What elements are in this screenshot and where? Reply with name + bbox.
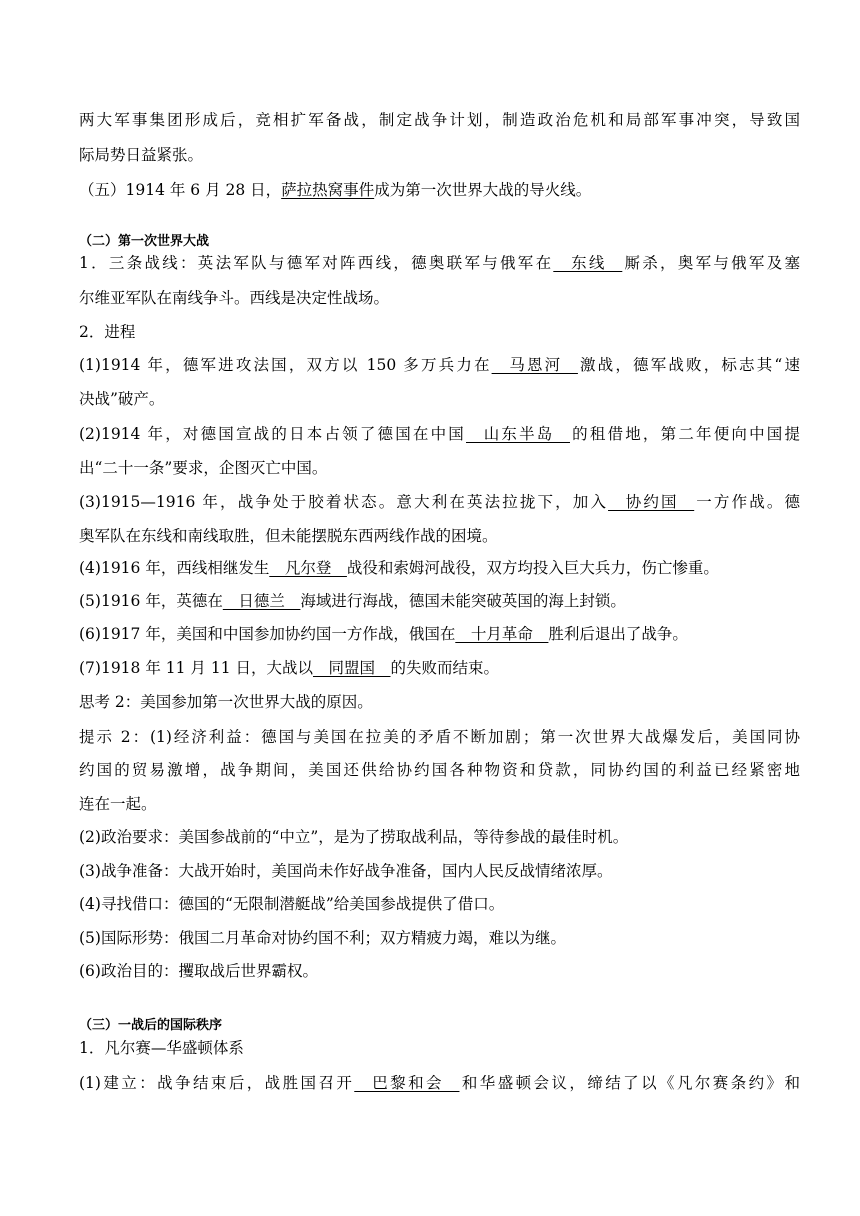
text-segment: (5)1916 年，英德在 bbox=[79, 592, 223, 610]
text-segment: 的租借地，第二年便向中国提 bbox=[569, 425, 800, 443]
paragraph-line: 尔维亚军队在南线争斗。西线是决定性战场。 bbox=[79, 289, 390, 307]
paragraph-line: 决战”破产。 bbox=[79, 390, 165, 408]
paragraph-line: 奥军队在东线和南线取胜，但未能摆脱东西两线作战的困境。 bbox=[79, 527, 498, 545]
underlined-answer: __协约国__ bbox=[608, 493, 695, 511]
paragraph-line: 连在一起。 bbox=[79, 795, 157, 813]
text-segment: 胜利后退出了战争。 bbox=[548, 625, 688, 643]
paragraph-line bbox=[79, 424, 800, 444]
paragraph-line: 约国的贸易激增，战争期间，美国还供给协约国各种物资和贷款，同协约国的利益已经紧密地 bbox=[79, 761, 800, 779]
paragraph-line: 两大军事集团形成后，竞相扩军备战，制定战争计划，制造政治危机和局部军事冲突，导致国 bbox=[79, 111, 800, 129]
paragraph-line: (4)寻找借口：德国的“无限制潜艇战”给美国参战提供了借口。 bbox=[79, 895, 505, 913]
text-segment: 厮杀，奥军与俄军及塞 bbox=[622, 254, 800, 272]
paragraph-line: 思考 2：美国参加第一次世界大战的原因。 bbox=[79, 693, 373, 711]
paragraph-line bbox=[79, 492, 800, 512]
underlined-answer: __十月革命__ bbox=[455, 625, 549, 643]
text-segment: （五）1914 年 6 月 28 日， bbox=[79, 181, 282, 199]
paragraph-line: (5)国际形势：俄国二月革命对协约国不利；双方精疲力竭，难以为继。 bbox=[79, 929, 566, 947]
text-segment: 战役和索姆河战役，双方均投入巨大兵力，伤亡惨重。 bbox=[346, 559, 719, 577]
underlined-answer: __日德兰__ bbox=[222, 592, 301, 610]
paragraph-line: 际局势日益紧张。 bbox=[79, 146, 204, 164]
text-segment: (4)1916 年，西线相继发生 bbox=[79, 559, 270, 577]
text-segment: (1)建立：战争结束后，战胜国召开 bbox=[79, 1074, 355, 1092]
text-segment: (2)1914 年，对德国宣战的日本占领了德国在中国 bbox=[79, 425, 466, 443]
underlined-answer: __巴黎和会__ bbox=[354, 1074, 460, 1092]
text-segment: (7)1918 年 11 月 11 日，大战以 bbox=[79, 659, 313, 677]
paragraph-line bbox=[79, 591, 800, 611]
paragraph-line bbox=[79, 558, 800, 578]
text-segment: 的失败而结束。 bbox=[390, 659, 500, 677]
text-segment: 1．三条战线：英法军队与德军对阵西线，德奥联军与俄军在 bbox=[79, 254, 554, 272]
text-segment: 和华盛顿会议，缔结了以《凡尔赛条约》和 bbox=[459, 1074, 800, 1092]
text-segment: 一方作战。德 bbox=[694, 493, 800, 511]
section-heading: （三）一战后的国际秩序 bbox=[79, 1018, 223, 1033]
paragraph-line bbox=[79, 658, 800, 678]
underlined-answer: __山东半岛__ bbox=[466, 425, 570, 443]
underlined-answer: __东线__ bbox=[553, 254, 623, 272]
underlined-answer: __同盟国__ bbox=[312, 659, 391, 677]
text-segment: 激战，德军战败，标志其“速 bbox=[577, 356, 800, 374]
text-segment: 海域进行海战，德国未能突破英国的海上封锁。 bbox=[300, 592, 626, 610]
paragraph-line bbox=[79, 253, 800, 273]
text-segment: (6)1917 年，美国和中国参加协约国一方作战，俄国在 bbox=[79, 625, 456, 643]
paragraph-line bbox=[79, 180, 800, 200]
paragraph-line: (3)战争准备：大战开始时，美国尚未作好战争准备，国内人民反战情绪浓厚。 bbox=[79, 862, 613, 880]
paragraph-line: 出“二十一条”要求，企图灭亡中国。 bbox=[79, 459, 328, 477]
paragraph-line bbox=[79, 624, 800, 644]
text-segment: (1)1914 年，德军进攻法国，双方以 150 多万兵力在 bbox=[79, 356, 492, 374]
text-segment: 成为第一次世界大战的导火线。 bbox=[374, 181, 592, 199]
paragraph-line: 提示 2：(1)经济利益：德国与美国在拉美的矛盾不断加剧；第一次世界大战爆发后，美国同协 bbox=[79, 728, 800, 746]
underlined-answer: __凡尔登__ bbox=[269, 559, 347, 577]
underlined-answer: __马恩河__ bbox=[491, 356, 578, 374]
text-segment: (3)1915—1916 年，战争处于胶着状态。意大利在英法拉拢下，加入 bbox=[79, 493, 609, 511]
paragraph-line bbox=[79, 1073, 800, 1093]
paragraph-line: (2)政治要求：美国参战前的“中立”，是为了捞取战利品，等待参战的最佳时机。 bbox=[79, 828, 629, 846]
section-heading: （二）第一次世界大战 bbox=[79, 234, 210, 249]
underlined-answer: 萨拉热窝事件 bbox=[281, 181, 375, 199]
paragraph-line bbox=[79, 355, 800, 375]
paragraph-line: (6)政治目的：攫取战后世界霸权。 bbox=[79, 962, 318, 980]
paragraph-line: 1．凡尔赛—华盛顿体系 bbox=[79, 1039, 244, 1057]
paragraph-line: 2．进程 bbox=[79, 323, 136, 341]
